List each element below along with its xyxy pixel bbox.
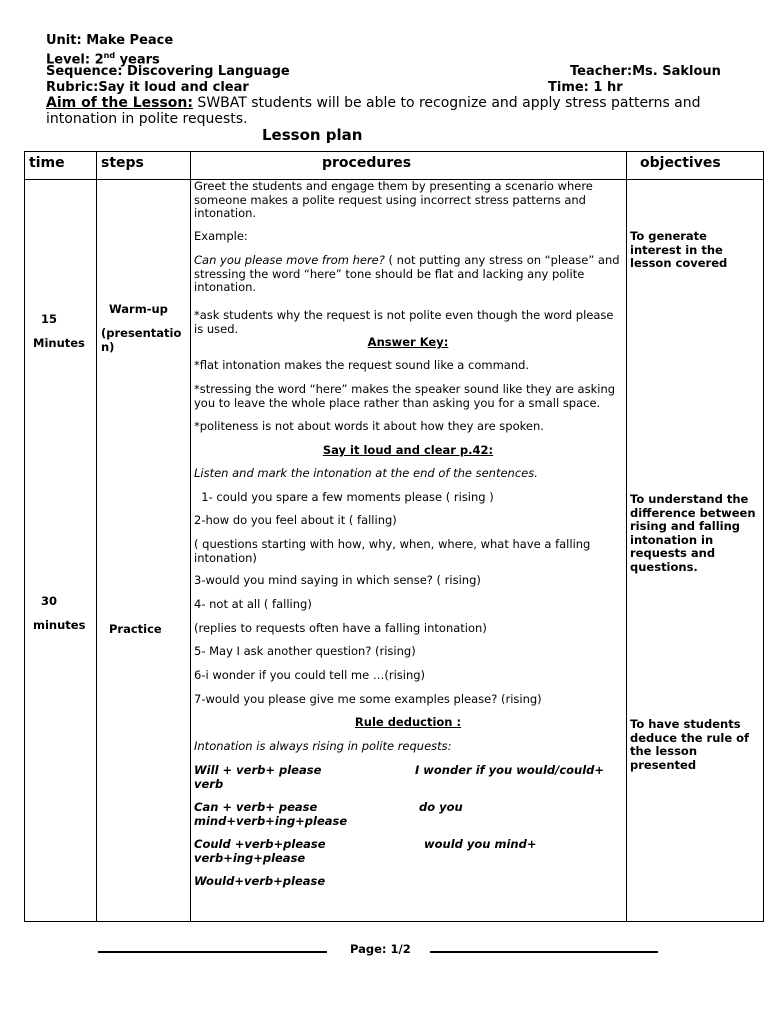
header-objectives: objectives — [640, 155, 721, 171]
procedure-example — [194, 254, 622, 295]
formula-3-right: would you mind+ — [424, 837, 537, 851]
time-warmup-unit: Minutes — [33, 336, 85, 350]
objective-2: To understand the difference between rising and falling intonation in requests and questions. — [630, 492, 756, 574]
unit-line: Unit: Make Peace — [46, 33, 174, 48]
footer-rule-right — [430, 951, 658, 953]
sentence-1: 1- could you spare a few moments please ( rising ) — [194, 490, 494, 504]
formula-1-wrap: verb — [194, 776, 224, 791]
sentence-6: 6-i wonder if you could tell me …(rising) — [194, 668, 426, 682]
example-explanation: ( not putting any stress on “please” and stressing the word “here” tone should be flat and lacking any polite intonation. — [194, 253, 620, 295]
formula-3-left: Could +verb+please — [194, 837, 326, 851]
answer-3: *politeness is not about words it about how they are spoken. — [194, 419, 544, 433]
sentence-3: 3-would you mind saying in which sense? ( rising) — [194, 573, 481, 587]
example-label: Example: — [194, 229, 248, 243]
lesson-plan-title: Lesson plan — [262, 126, 363, 144]
procedure-example-label — [194, 230, 622, 244]
sentence-2: 2-how do you feel about it ( falling) — [194, 513, 397, 527]
sentence-4-note: (replies to requests often have a falling intonation) — [194, 621, 487, 635]
time-warmup-number: 15 — [41, 312, 58, 326]
formula-1 — [194, 764, 622, 791]
teacher-line: Teacher:Ms. Sakloun — [570, 64, 721, 79]
procedure-ask-students — [194, 309, 622, 336]
answer-1: *flat intonation makes the request sound like a command. — [194, 358, 530, 372]
ask-students-text: *ask students why the request is not polite even though the word please is used. — [194, 308, 614, 336]
sentence-5: 5- May I ask another question? (rising) — [194, 644, 416, 658]
formula-1-left: Will + verb+ please — [194, 763, 322, 777]
footer-rule-left — [98, 951, 327, 953]
sequence-line: Sequence: Discovering Language — [46, 64, 290, 79]
formula-2 — [194, 801, 622, 828]
step-warmup-presentation: (presentatio — [101, 326, 182, 340]
step-warmup-presentation-wrap: n) — [101, 340, 115, 354]
formula-3-wrap: verb+ing+please — [194, 850, 306, 865]
step-warmup: Warm-up — [109, 302, 168, 316]
formula-2-wrap: mind+verb+ing+please — [194, 813, 348, 828]
formula-3 — [194, 838, 622, 865]
formula-1-right: I wonder if you would/could+ — [415, 763, 605, 777]
say-it-loud-heading: Say it loud and clear p.42: — [322, 443, 494, 457]
time-practice-unit: minutes — [33, 618, 86, 632]
column-divider-time — [96, 151, 97, 922]
step-practice: Practice — [109, 622, 162, 636]
level-prefix: Level: 2 — [46, 52, 104, 68]
sentence-4: 4- not at all ( falling) — [194, 597, 312, 611]
time-practice-number: 30 — [41, 594, 58, 608]
column-divider-steps — [190, 151, 191, 922]
formula-2-right: do you — [419, 800, 463, 814]
objective-3: To have students deduce the rule of the lesson presented — [630, 717, 750, 772]
objective-1: To generate interest in the lesson covered — [630, 229, 728, 271]
aim-label: Aim of the Lesson: — [46, 95, 193, 111]
answer-2: *stressing the word “here” makes the speaker sound like they are asking you to leave the whole place rather than asking you for a small space. — [194, 382, 616, 410]
time-line: Time: 1 hr — [548, 80, 623, 95]
header-procedures: procedures — [322, 155, 412, 171]
example-sentence: Can you please move from here? — [194, 253, 385, 267]
page-number: Page: 1/2 — [350, 942, 411, 956]
answer-key-heading: Answer Key: — [367, 335, 449, 349]
procedure-intro — [194, 180, 622, 221]
level-suffix: years — [115, 52, 160, 68]
procedure-intro-text: Greet the students and engage them by presenting a scenario where someone makes a polite request using incorrect stress patterns and intonation. — [194, 179, 593, 221]
aim-of-lesson — [46, 95, 736, 127]
formula-2-left: Can + verb+ pease — [194, 800, 318, 814]
column-divider-procedures — [626, 151, 627, 922]
sentence-2-note: ( questions starting with how, why, when, where, what have a falling intonation) — [194, 537, 591, 565]
rule-statement: Intonation is always rising in polite requests: — [194, 739, 452, 753]
sentence-7: 7-would you please give me some examples please? (rising) — [194, 692, 542, 706]
rule-deduction-heading: Rule deduction : — [354, 715, 462, 729]
formula-4: Would+verb+please — [194, 874, 326, 888]
level-superscript: nd — [103, 51, 116, 60]
rubric-line: Rubric:Say it loud and clear — [46, 80, 249, 95]
listen-instruction: Listen and mark the intonation at the end of the sentences. — [194, 466, 538, 480]
aim-text: SWBAT students will be able to recognize and apply stress patterns and intonation in polite requests. — [46, 95, 701, 127]
header-time: time — [29, 155, 65, 171]
header-steps: steps — [101, 155, 144, 171]
